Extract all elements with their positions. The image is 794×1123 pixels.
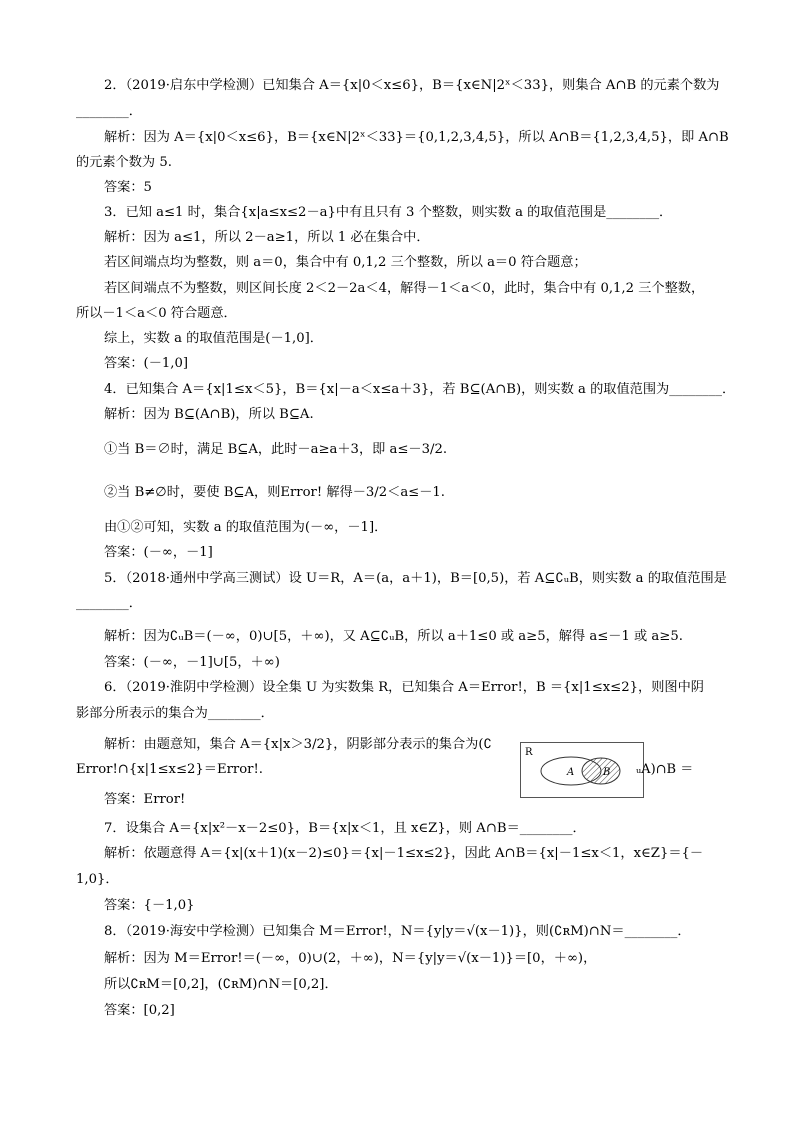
text-line: 3．已知 a≤1 时，集合{x|a≤x≤2－a}中有且只有 3 个整数，则实数 a 的取值范围是________． — [104, 205, 673, 220]
text-line: 答案：[0,2] — [104, 1003, 175, 1018]
universe-label: R — [525, 747, 533, 758]
q6-tail-text: ᵤA)∩B ＝ — [636, 762, 694, 777]
text-line: 答案：(－1,0] — [104, 356, 189, 371]
text-line: ①当 B＝∅时，满足 B⊆A，此时－a≥a＋3，即 a≤－3/2. — [104, 442, 448, 457]
text-line: 解析：因为 a≤1，所以 2－a≥1，所以 1 必在集合中． — [104, 230, 430, 245]
text-line: 8．（2019·海安中学检测）已知集合 M＝Error!，N＝{y|y＝√(x－1)}，则(∁ʀM)∩N＝________． — [104, 924, 691, 939]
text-line: 7．设集合 A＝{x|x²－x－2≤0}，B＝{x|x＜1，且 x∈Z}，则 A∩B＝________． — [104, 821, 586, 836]
text-line: 若区间端点均为整数，则 a＝0，集合中有 0,1,2 三个整数，所以 a＝0 符合题意； — [104, 255, 587, 270]
text-line: 综上，实数 a 的取值范围是(－1,0]． — [104, 331, 323, 346]
text-line: 解析：因为∁ᵤB＝(－∞，0)∪[5，＋∞)，又 A⊆∁ᵤB，所以 a＋1≤0 或 a≥5，解得 a≤－1 或 a≥5. — [104, 629, 683, 644]
text-line: 答案：5 — [104, 180, 152, 195]
set-b-ellipse — [582, 758, 620, 784]
text-line: 所以∁ʀM＝[0,2]，(∁ʀM)∩N＝[0,2]． — [104, 977, 338, 992]
text-line: 2．（2019·启东中学检测）已知集合 A＝{x|0＜x≤6}，B＝{x∈N|2ˣ＜33}，则集合 A∩B 的元素个数为 — [104, 78, 720, 93]
set-b-label: B — [603, 767, 611, 778]
text-line: 答案：{－1,0} — [104, 898, 195, 913]
text-line: 答案：(－∞，－1]∪[5，＋∞) — [104, 655, 280, 670]
text-line: 影部分所表示的集合为________． — [76, 706, 274, 721]
text-line: 解析：因为 B⊆(A∩B)，所以 B⊆A. — [104, 407, 314, 422]
text-line: 的元素个数为 5. — [76, 155, 172, 170]
text-line: Error!∩{x|1≤x≤2}＝Error!. — [76, 762, 263, 777]
text-line: 6．（2019·淮阴中学检测）设全集 U 为实数集 R，已知集合 A＝Error!，B ＝{x|1≤x≤2}，则图中阴 — [104, 680, 704, 695]
text-line: 由①②可知，实数 a 的取值范围为(－∞，－1]． — [104, 520, 388, 535]
text-line: 4．已知集合 A＝{x|1≤x＜5}，B＝{x|－a＜x≤a＋3}，若 B⊆(A∩B)，则实数 a 的取值范围为________． — [104, 382, 736, 397]
text-line: 解析：依题意得 A＝{x|(x＋1)(x－2)≤0}＝{x|－1≤x≤2}，因此 A∩B＝{x|－1≤x＜1，x∈Z}＝{－ — [104, 846, 704, 861]
venn-svg — [521, 743, 645, 799]
text-line: 5．（2018·通州中学高三测试）设 U＝R，A＝(a，a＋1)，B＝[0,5)，若 A⊆∁ᵤB，则实数 a 的取值范围是 — [104, 571, 727, 586]
text-line: 若区间端点不为整数，则区间长度 2＜2－2a＜4，解得－1＜a＜0，此时，集合中有 0,1,2 三个整数， — [104, 281, 705, 296]
text-line: ②当 B≠∅时，要使 B⊆A，则Error! 解得－3/2＜a≤－1. — [104, 485, 445, 500]
text-line: ________． — [76, 596, 142, 611]
text-line: 解析：因为 M＝Error!＝(－∞，0)∪(2，＋∞)，N＝{y|y＝√(x－1)}＝[0，＋∞)， — [104, 951, 597, 966]
text-line: 解析：因为 A＝{x|0＜x≤6}，B＝{x∈N|2ˣ＜33}＝{0,1,2,3,4,5}，所以 A∩B＝{1,2,3,4,5}，即 A∩B — [104, 130, 729, 145]
text-line: 1,0}． — [76, 872, 119, 887]
set-a-label: A — [567, 767, 575, 778]
text-line: 答案：Error! — [104, 792, 186, 807]
text-line: 答案：(－∞，－1] — [104, 545, 213, 560]
text-line: 所以－1＜a＜0 符合题意． — [76, 306, 237, 321]
text-line: 解析：由题意知，集合 A＝{x|x＞3/2}，阴影部分表示的集合为(∁ — [104, 737, 492, 752]
venn-diagram — [520, 742, 644, 798]
text-line: ________． — [76, 104, 142, 119]
